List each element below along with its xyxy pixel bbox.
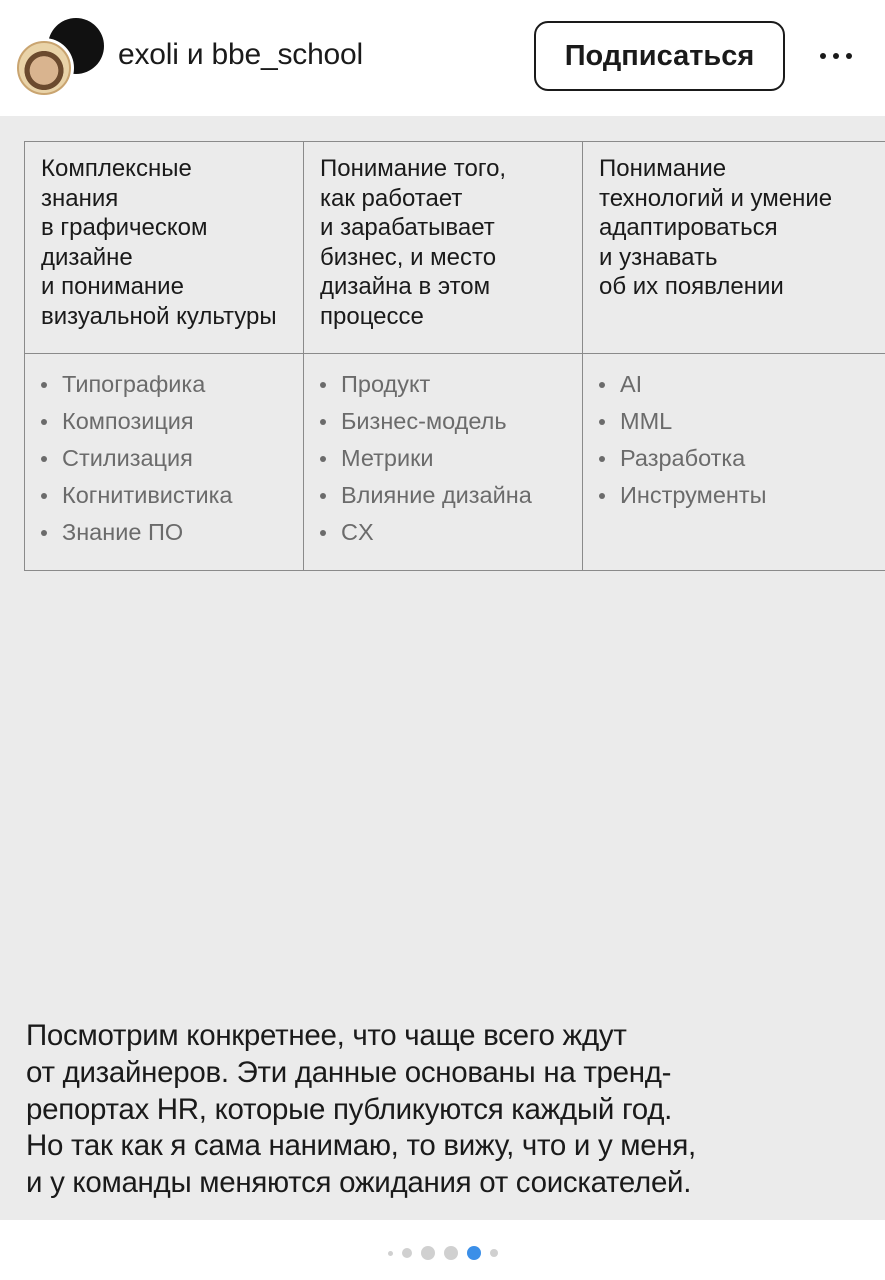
skills-table [24, 141, 885, 571]
column-heading: Понимание технологий и умение адаптироваться и узнавать об их появлении [599, 155, 833, 300]
column-heading: Комплексные знания в графическом дизайне и понимание визуальной культуры [41, 155, 277, 330]
post-header [0, 0, 885, 116]
table-body-cell [25, 354, 304, 571]
skill-list [583, 354, 885, 514]
more-dot [846, 53, 852, 59]
more-icon[interactable] [812, 38, 860, 74]
list-item: Когнитивистика [41, 477, 293, 514]
skill-list [25, 354, 303, 551]
avatar-primary [14, 38, 74, 98]
slide-paragraph: Посмотрим конкретнее, что чаще всего ждут от дизайнеров. Эти данные основаны на тренд- репортах HR, которые публикуются каждый год. Но так как я сама нанимаю, то вижу, что и у меня, и у команды меняются ожидания от соискателей. [26, 1019, 696, 1200]
pagination-dot[interactable] [490, 1249, 498, 1257]
pagination-dot[interactable] [444, 1246, 458, 1260]
list-item: Инструменты [599, 477, 885, 514]
more-dot [833, 53, 839, 59]
list-item: Типографика [41, 366, 293, 403]
list-item: CX [320, 514, 572, 551]
skill-list [304, 354, 582, 551]
pagination-dot-active[interactable] [467, 1246, 481, 1260]
list-item: Бизнес-модель [320, 403, 572, 440]
list-item: Композиция [41, 403, 293, 440]
carousel-pagination[interactable] [0, 1240, 885, 1266]
list-item: Разработка [599, 440, 885, 477]
table-header-cell [583, 142, 885, 354]
pagination-dot[interactable] [402, 1248, 412, 1258]
table-body-cell [583, 354, 885, 571]
list-item: AI [599, 366, 885, 403]
list-item: MML [599, 403, 885, 440]
list-item: Продукт [320, 366, 572, 403]
pagination-dot[interactable] [388, 1251, 393, 1256]
account-name[interactable]: exoli и bbe_school [118, 38, 363, 71]
table-body-cell [304, 354, 583, 571]
list-item: Стилизация [41, 440, 293, 477]
pagination-dot[interactable] [421, 1246, 435, 1260]
avatar[interactable] [14, 18, 94, 98]
list-item: Знание ПО [41, 514, 293, 551]
list-item: Метрики [320, 440, 572, 477]
table-header-cell [304, 142, 583, 354]
more-dot [820, 53, 826, 59]
table-header-cell [25, 142, 304, 354]
carousel-slide[interactable] [0, 116, 885, 1220]
list-item: Влияние дизайна [320, 477, 572, 514]
avatar-icon [17, 41, 71, 95]
subscribe-button[interactable]: Подписаться [534, 21, 785, 91]
column-heading: Понимание того, как работает и зарабатывает бизнес, и место дизайна в этом процессе [320, 155, 507, 330]
